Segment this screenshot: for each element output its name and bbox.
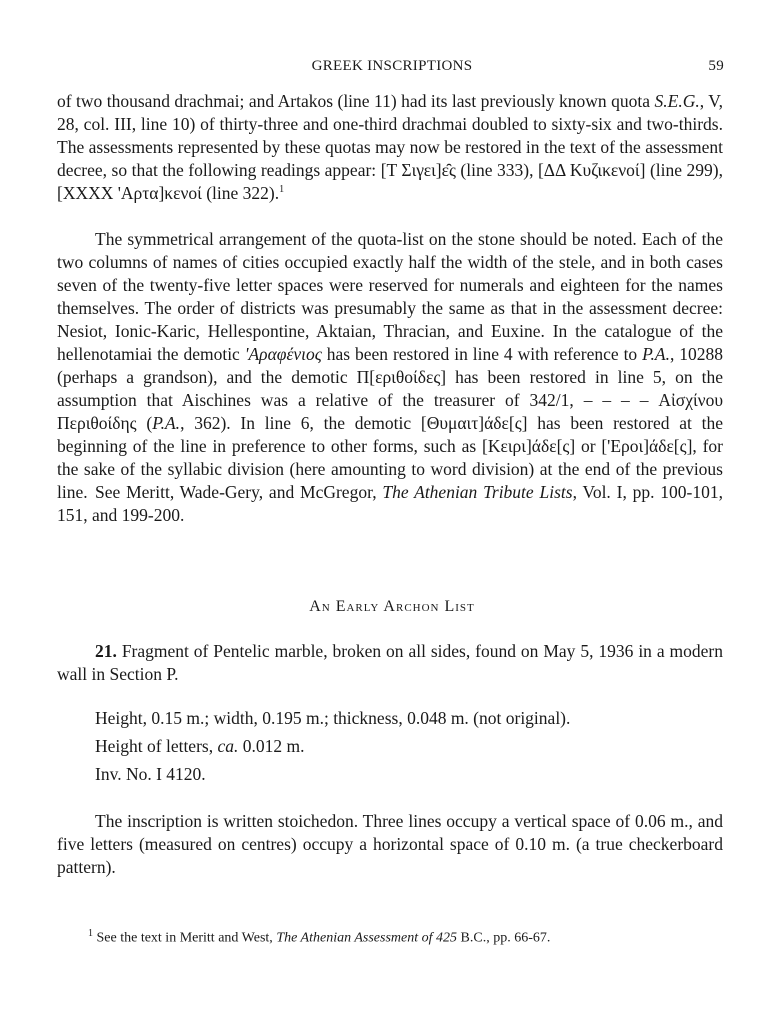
footnote-text-a: See the text in Meritt and West,: [96, 930, 273, 946]
p2-text-c: , 10288 (perhaps a grandson), and the demotic Π[εριθοίδες] has been restored in line 5, on the assumption that Aischines was a relative of the treasurer of 342/1, – – – – Αἰσχίνου Περιθοίδης (: [57, 344, 724, 433]
body-paragraph-3: [57, 481, 723, 527]
measurement-dimensions: Height, 0.15 m.; width, 0.195 m.; thickness, 0.048 m. (not original).: [95, 708, 571, 728]
body-paragraph-2: [57, 228, 723, 504]
p1-line1: of two thousand drachmai; and Artakos (line 11) had its last previously known quota: [57, 91, 651, 111]
p3-text-a: See Meritt, Wade-Gery, and McGregor,: [95, 482, 377, 502]
p2-greek-demotic: 'Αραφένιος: [244, 344, 322, 364]
measurement-letter-height: [95, 736, 305, 757]
entry-number: 21.: [95, 641, 117, 661]
footnote: [88, 928, 550, 947]
footnote-title: The Athenian Assessment of 425: [276, 930, 458, 946]
inventory-number: Inv. No. I 4120.: [95, 764, 206, 784]
p1-text: , V, 28, col. III, line 10) of thirty-three and one-third drachmai doubled to sixty-six and two-thirds. The assessments represented by these quotas may now be restored in the text of the assessment decree, so that the following readings appear:: [57, 91, 723, 180]
p2-text-a: The symmetrical arrangement of the quota-list on the stone should be noted. Each of the two columns of names of cities occupied exactly half the width of the stele, and in both cases seven of the twenty-five letter spaces were reserved for numerals and eighteen for the names themselves. The order of districts was presumably the same as that in the assessment decree: Nesiot, Ionic-Karic, Hellespontine, Aktaian, Thracian, and Euxine. In the catalogue of the hellenotamiai the demotic: [57, 229, 723, 364]
p2-ref-pa-2: P.A.: [152, 413, 181, 433]
letter-height-ca: ca.: [217, 736, 239, 756]
body-paragraph-1: [57, 90, 723, 205]
body-paragraph-4: The inscription is written stoichedon. Three lines occupy a vertical space of 0.06 m., and five letters (measured on centres) occupy a horizontal space of 0.10 m. (a true checkerboard pattern).: [57, 811, 723, 877]
entry-paragraph: [57, 640, 723, 686]
entry-text: Fragment of Pentelic marble, broken on all sides, found on May 5, 1936 in a modern wall in Section P.: [57, 641, 724, 684]
section-heading: An Early Archon List: [309, 598, 475, 615]
running-title: GREEK INSCRIPTIONS: [311, 58, 473, 74]
p2-ref-pa-1: P.A.: [642, 344, 670, 364]
p1-ref-seg: S.E.G.: [654, 91, 700, 111]
footnote-reference[interactable]: 1: [279, 184, 285, 196]
p1-readings: [Τ Σιγει]ε̑ς (line 333), [ΔΔ Κυζικενοί] (line 299), [ΧΧΧΧ 'Αρτα]κενοί (line 322).: [57, 160, 724, 203]
p3-text-b: , Vol. I, pp. 100-101, 151, and 199-200.: [57, 482, 724, 525]
p2-text-d: , 362). In line 6, the demotic [Θυμαιτ]άδε[ς] has been restored at the beginning of the line in preference to other forms, such as [Κειρι]άδε[ς] or ['Εροι]άδε[ς], for the sake of the syllabic division (here amounting to word division) at the end of the previous line.: [57, 413, 723, 502]
letter-height-value: 0.012 m.: [242, 736, 305, 756]
p3-book-title: The Athenian Tribute Lists: [382, 482, 573, 502]
p2-text-b: has been restored in line 4 with reference to: [326, 344, 638, 364]
footnote-text-b: B.C., pp. 66-67.: [460, 930, 551, 946]
page-number: 59: [708, 58, 724, 74]
letter-height-label: Height of letters,: [95, 736, 214, 756]
footnote-marker: 1: [88, 928, 93, 939]
